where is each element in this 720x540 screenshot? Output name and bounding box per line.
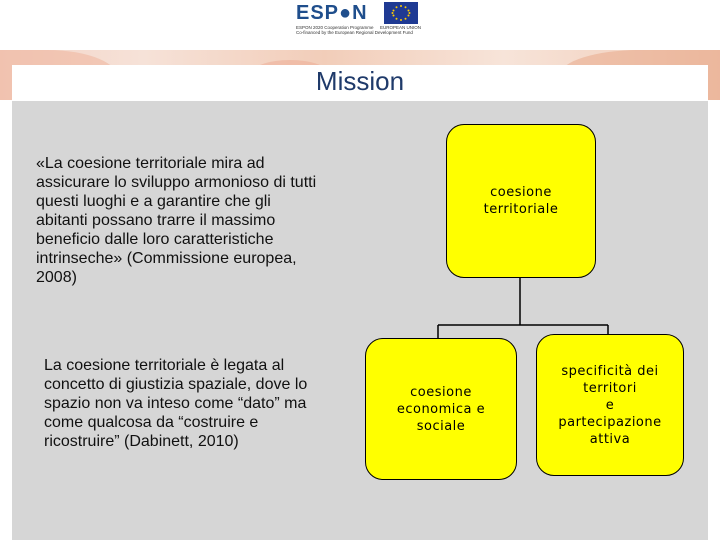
- programme-line-2: Co-financed by the European Regional Development Fund: [296, 30, 413, 35]
- node-coesione-territoriale: [446, 124, 596, 278]
- programme-line-1: ESPON 2020 Cooperation Programme: [296, 25, 374, 30]
- slide-title-text: Mission: [315, 66, 405, 96]
- quote-text: «La coesione territoriale mira ad assicurare lo sviluppo armonioso di tutti questi luoghi e a garantire che gli abitanti possano trarre il massimo beneficio dalle loro caratteristiche intrinseche» (Commissione europea, 2008): [36, 155, 317, 286]
- definition-paragraph: La coesione territoriale è legata al concetto di giustizia spaziale, dove lo spazio non va inteso come “dato” ma come qualcosa da “costruire e ricostruire” (Dabinett, 2010): [44, 357, 308, 450]
- node-coesione-economica: [365, 338, 517, 480]
- eu-label: EUROPEAN UNION: [380, 25, 422, 30]
- node-specificita-territori: [536, 334, 684, 476]
- node-label: specificità dei territori e partecipazione attiva: [558, 363, 662, 447]
- node-label: coesione economica e sociale: [396, 384, 486, 434]
- espon-brand-text: ESP●N: [296, 2, 368, 24]
- node-label: coesione territoriale: [483, 185, 559, 217]
